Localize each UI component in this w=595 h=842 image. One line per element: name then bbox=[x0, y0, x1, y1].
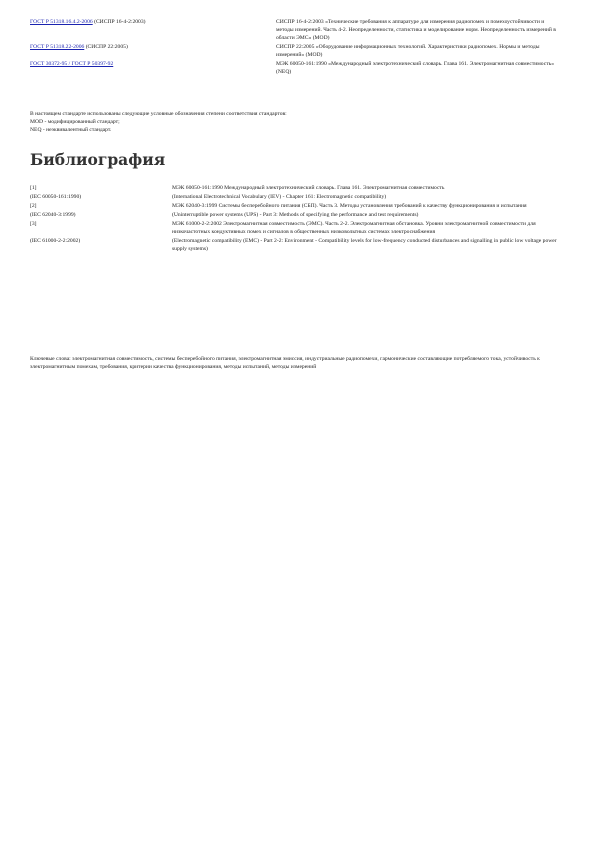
ref-description: МЭК 60050-161:1990 «Международный электротехнический словарь. Глава 161. Электромагнитная совместимость» (NEQ) bbox=[276, 61, 555, 75]
bib-text: МЭК 62040-3:1999 Системы бесперебойного питания (СБП). Часть 3. Методы установления требований к качеству функционирования и испытания bbox=[172, 203, 527, 209]
ref-standard-cell bbox=[30, 18, 276, 43]
bib-ref: [2] bbox=[30, 203, 37, 209]
ref-description: СИСПР 16-4-2:2003 «Технические требования к аппаратуре для измерения радиопомех и помехоустойчивости и методы измерений. Часть 4-2. Неопределенности, статистика и моделирование норм. Неопределенность измерений в области ЭМС» (MOD) bbox=[276, 19, 556, 41]
gost-link[interactable]: ГОСТ Р 51318.22-2006 bbox=[30, 44, 85, 50]
gost-link[interactable]: ГОСТ Р 51318.16.4.2-2006 bbox=[30, 19, 93, 25]
table-row bbox=[30, 211, 560, 220]
bib-text: МЭК 61000-2-2:2002 Электромагнитная совместимость (ЭМС). Часть 2-2. Электромагнитная обстановка. Уровни электромагнитной совместимости для низкочастотных кондуктивных помех и сигналов в общественных низковольтных системах электроснабжения bbox=[172, 221, 536, 235]
bib-ref: (IEC 61000-2-2:2002) bbox=[30, 238, 81, 244]
conformity-notes bbox=[30, 110, 560, 134]
bib-ref: (IEC 62040-3:1999) bbox=[30, 212, 76, 218]
note-line: В настоящем стандарте использованы следующие условные обозначения степени соответствия стандартов: bbox=[30, 111, 287, 117]
standards-reference-table bbox=[30, 18, 560, 77]
keywords-paragraph: Ключевые слова: электромагнитная совместимость, системы бесперебойного питания, электромагнитная эмиссия, индустриальные радиопомехи, гармонические составляющие потребляемого тока, устойчивость к электромагнитным помехам, требования, критерии качества функционирования, методы испытаний, методы измерений bbox=[30, 356, 540, 370]
bib-text: МЭК 60050-161:1990 Международный электротехнический словарь. Глава 161. Электромагнитная совместимость bbox=[172, 185, 445, 191]
bib-ref: [1] bbox=[30, 185, 37, 191]
table-row bbox=[30, 184, 560, 193]
bib-ref: [3] bbox=[30, 221, 37, 227]
table-row bbox=[30, 43, 560, 60]
ref-description: СИСПР 22:2005 «Оборудование информационных технологий. Характеристики радиопомех. Нормы и методы измерений» (MOD) bbox=[276, 44, 540, 58]
gost-link[interactable]: ГОСТ 30372-95 / ГОСТ Р 50397-92 bbox=[30, 61, 114, 67]
ref-standard-cell bbox=[30, 60, 276, 77]
ref-suffix: (СИСПР 16-4-2:2003) bbox=[92, 19, 146, 25]
bib-text: (Electromagnetic compatibility (EMC) - Part 2-2: Environment - Compatibility levels for low-frequency conducted disturbances and signalling in public low voltage power supply systems) bbox=[172, 238, 557, 252]
bib-text: (International Electrotechnical Vocabulary (IEV) - Chapter 161: Electromagnetic compatibility) bbox=[172, 194, 387, 200]
bib-text: (Uninterruptible power systems (UPS) - Part 3: Methods of specifying the performance and test requirements) bbox=[172, 212, 419, 218]
table-row bbox=[30, 60, 560, 77]
bib-ref: (IEC 60050-161:1990) bbox=[30, 194, 82, 200]
ref-standard-cell bbox=[30, 43, 276, 60]
ref-suffix: (СИСПР 22:2005) bbox=[84, 44, 128, 50]
table-row bbox=[30, 220, 560, 237]
note-line: MOD - модифицированный стандарт; bbox=[30, 119, 120, 125]
table-row bbox=[30, 193, 560, 202]
table-row bbox=[30, 18, 560, 43]
table-row bbox=[30, 202, 560, 211]
table-row bbox=[30, 237, 560, 254]
bibliography-table bbox=[30, 184, 560, 254]
bibliography-heading: Библиография bbox=[30, 150, 166, 169]
note-line: NEQ - неэквивалентный стандарт. bbox=[30, 127, 112, 133]
